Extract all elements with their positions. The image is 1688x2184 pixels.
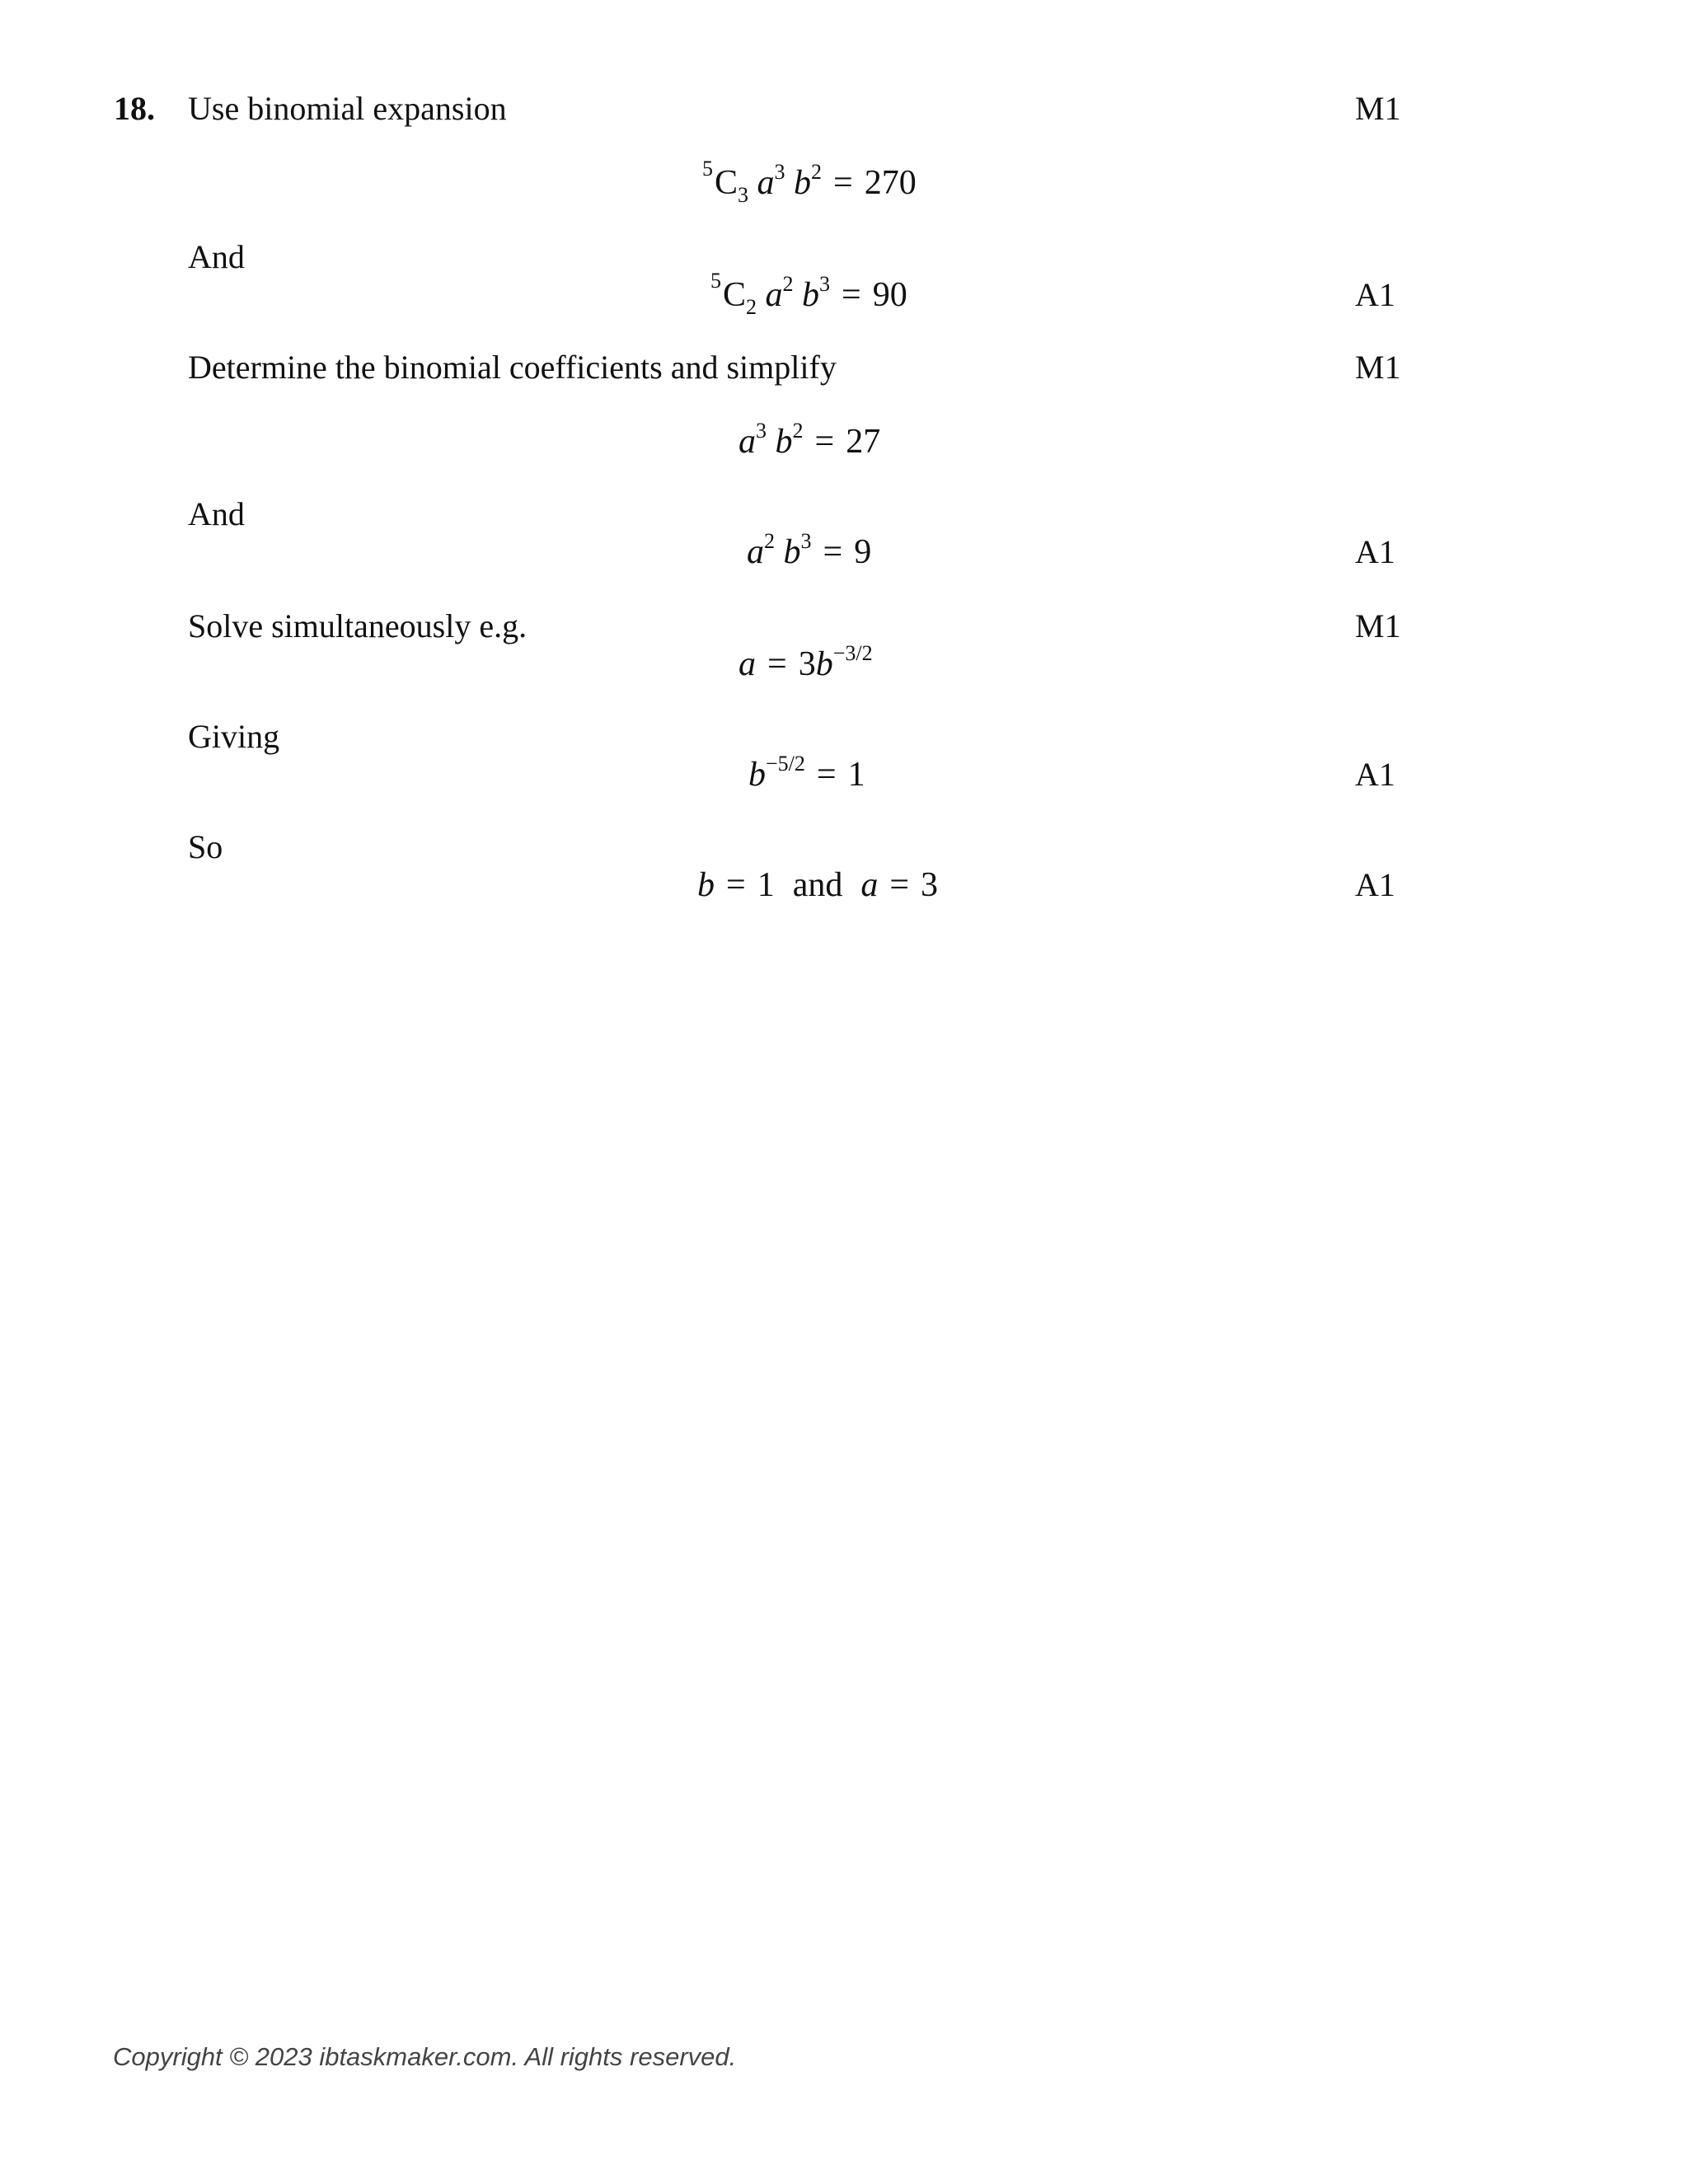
step-text-3: Determine the binomial coefficients and simplify — [188, 349, 837, 386]
copyright-footer: Copyright © 2023 ibtaskmaker.com. All rights reserved. — [113, 2042, 737, 2071]
equation-6: $b^{-5/2} = 1$ — [748, 752, 865, 794]
step-text-1: Use binomial expansion — [188, 90, 507, 127]
equation-5: $a = 3b^{-3/2}$ — [738, 641, 873, 683]
mark-7: A1 — [1355, 866, 1395, 903]
mark-6: A1 — [1355, 756, 1395, 793]
mark-4: A1 — [1355, 533, 1395, 570]
equation-4: $a^2$ $b^3 = 9$ — [747, 529, 872, 571]
mark-5: M1 — [1355, 607, 1401, 644]
question-number: 18. — [114, 90, 155, 127]
mark-2: A1 — [1355, 276, 1395, 313]
step-text-2: And — [188, 238, 245, 275]
equation-3: $a^3$ $b^2 = 27$ — [738, 419, 881, 461]
equation-7: b = 1 and a = 3 — [697, 866, 939, 904]
step-text-6: Giving — [188, 718, 280, 755]
step-text-7: So — [188, 828, 223, 865]
equation-2: $^5C_2$ $a^2$ $b^3 = 90$ — [710, 269, 907, 319]
mark-3: M1 — [1355, 349, 1401, 386]
step-text-5: Solve simultaneously e.g. — [188, 607, 528, 644]
equation-1: $^5C_3$ $a^3$ $b^2 = 270$ — [702, 157, 917, 207]
step-text-4: And — [188, 495, 245, 532]
mark-1: M1 — [1355, 90, 1401, 127]
